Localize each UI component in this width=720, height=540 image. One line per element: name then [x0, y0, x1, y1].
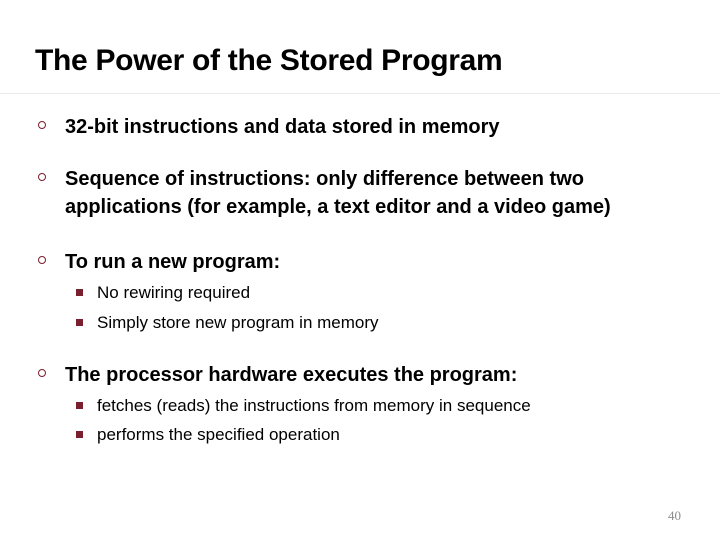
- ring-bullet-icon: [38, 256, 46, 264]
- sub-bullet-item: [76, 313, 676, 335]
- sub-bullet-item: [76, 396, 676, 418]
- ring-bullet-icon: [38, 173, 46, 181]
- page-number: 40: [668, 508, 681, 523]
- bullet-text: The processor hardware executes the program:: [65, 364, 518, 386]
- slide-title: The Power of the Stored Program: [35, 44, 503, 77]
- bullet-text: To run a new program:: [65, 251, 281, 273]
- sub-bullet-item: [76, 283, 676, 305]
- ring-bullet-icon: [38, 121, 46, 129]
- ring-bullet-icon: [38, 369, 46, 377]
- square-bullet-icon: [76, 402, 83, 409]
- sub-bullet-text: Simply store new program in memory: [97, 313, 379, 332]
- sub-bullet-item: [76, 425, 676, 447]
- sub-bullet-text: fetches (reads) the instructions from memory in sequence: [97, 396, 531, 415]
- bullet-text: Sequence of instructions: only difference between two applications (for example, a text editor and a video game): [65, 168, 611, 218]
- square-bullet-icon: [76, 319, 83, 326]
- bullet-text: 32-bit instructions and data stored in memory: [65, 116, 500, 138]
- sub-bullet-text: performs the specified operation: [97, 425, 340, 444]
- sub-bullet-text: No rewiring required: [97, 283, 251, 302]
- title-divider: [0, 93, 720, 94]
- square-bullet-icon: [76, 289, 83, 296]
- square-bullet-icon: [76, 431, 83, 438]
